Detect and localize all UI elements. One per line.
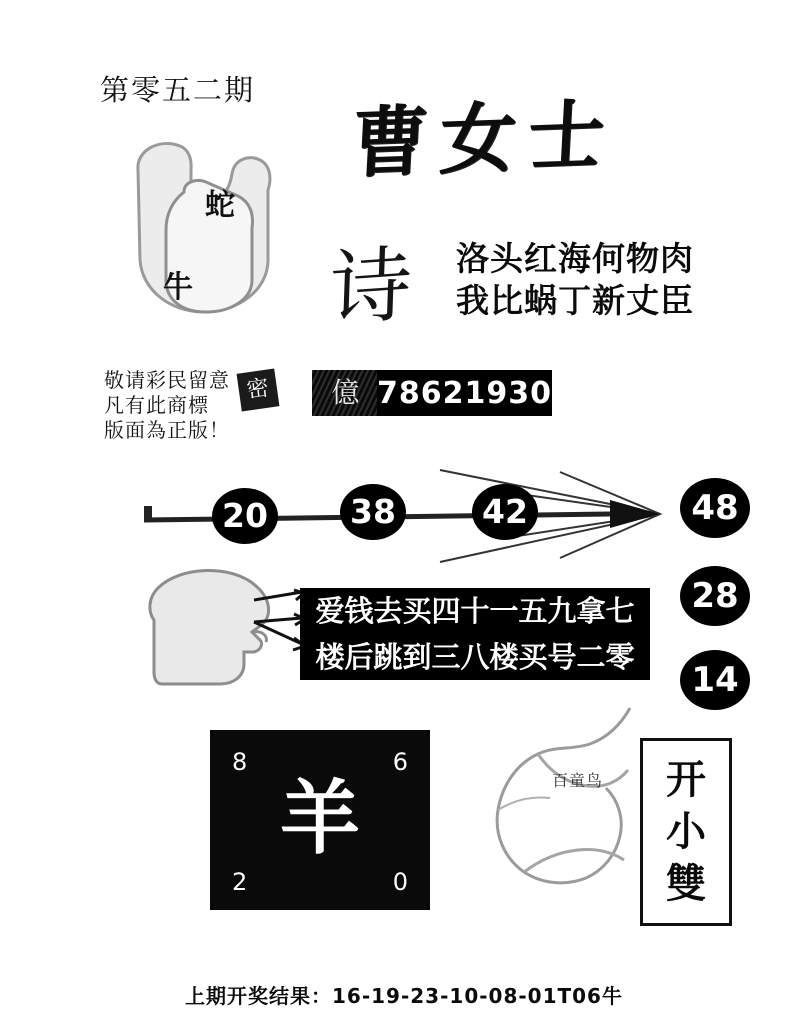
- previous-result-footer: [0, 980, 808, 1009]
- number-ball: 42: [472, 484, 538, 540]
- previous-result-label: 上期开奖结果：: [185, 984, 332, 1008]
- number-ball: 14: [680, 650, 750, 710]
- zodiac-card-corner-bottom-left: 2: [232, 868, 248, 896]
- number-ball: 48: [680, 478, 750, 538]
- tip-banner: [300, 588, 650, 680]
- zodiac-card: [210, 730, 430, 910]
- seal-stamp: 密: [237, 369, 280, 412]
- bird-illustration: [480, 700, 660, 910]
- poem-character: 诗: [328, 236, 414, 339]
- zodiac-word-snake: 蛇: [205, 188, 235, 223]
- zodiac-card-corner-top-left: 8: [232, 748, 248, 776]
- zodiac-word-ox: 牛: [163, 270, 193, 305]
- bird-label: 百童鸟: [552, 771, 604, 790]
- number-ball: 28: [680, 566, 750, 626]
- notice-line-1: 敬请彩民留意: [104, 368, 230, 392]
- tip-line-2: 楼后跳到三八楼买号二零: [315, 640, 635, 674]
- vertical-char-3: 雙: [666, 860, 706, 907]
- copyright-notice: [104, 368, 230, 443]
- zodiac-card-animal: 羊: [280, 771, 360, 865]
- poem-line-1: 洛头红海何物肉: [456, 239, 694, 278]
- phone-banner: [312, 370, 552, 416]
- brand-title: 曹女士: [349, 89, 619, 188]
- notice-line-2: 凡有此商標: [104, 393, 209, 417]
- poem-block: [456, 238, 694, 322]
- number-ball: 20: [212, 488, 278, 544]
- vertical-slogan-box: [640, 738, 732, 926]
- vertical-char-1: 开: [666, 756, 706, 803]
- brand-logo-icon: 億: [312, 370, 377, 416]
- issue-label: 第零五二期: [100, 73, 256, 107]
- phone-number: 78621930: [377, 375, 552, 411]
- number-ball: 38: [340, 484, 406, 540]
- tip-line-1: 爱钱去买四十一五九拿七: [315, 594, 635, 628]
- vertical-char-2: 小: [666, 808, 706, 855]
- zodiac-card-corner-bottom-right: 0: [392, 868, 408, 896]
- poem-line-2: 我比蜗丁新丈臣: [456, 281, 694, 320]
- zodiac-card-corner-top-right: 6: [392, 748, 408, 776]
- zodiac-blob-illustration: [118, 130, 318, 330]
- previous-result-value: 16-19-23-10-08-01T06牛: [332, 984, 623, 1008]
- notice-line-3: 版面為正版！: [104, 418, 230, 442]
